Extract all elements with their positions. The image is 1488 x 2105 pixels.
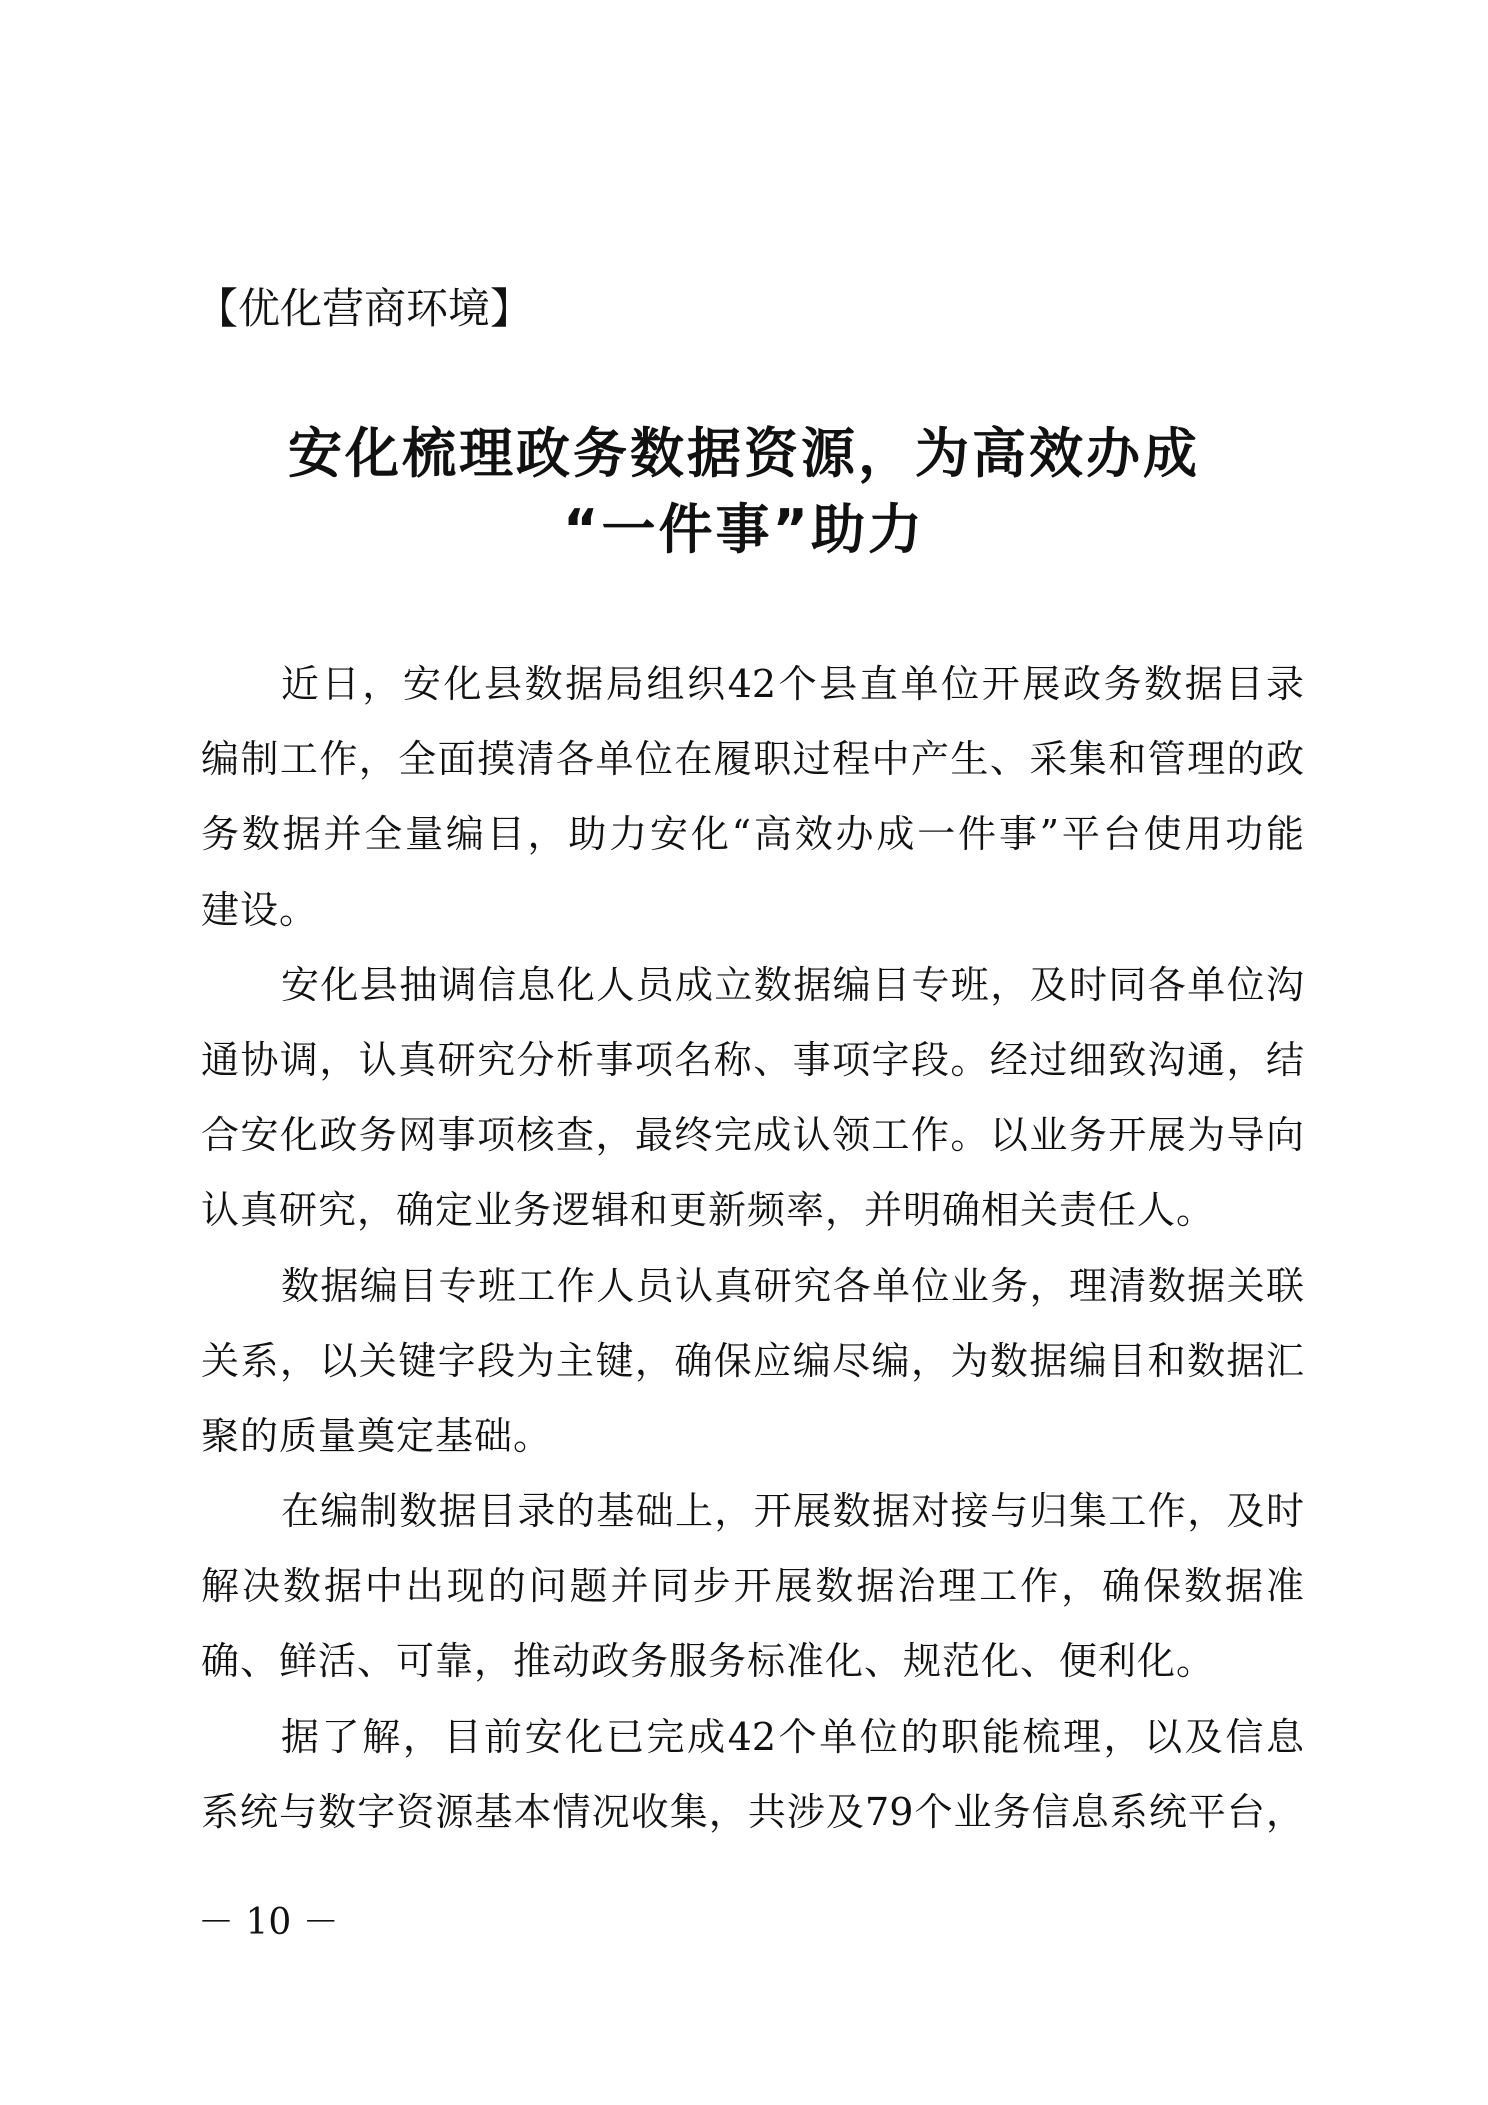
paragraph — [201, 948, 1304, 1249]
text-line: 合安化政务网事项核查，最终完成认领工作。以业务开展为导向 — [201, 1113, 1304, 1158]
page-number: － 10 － — [198, 1902, 339, 1943]
text-line: 确、鲜活、可靠，推动政务服务标准化、规范化、便利化。 — [201, 1639, 1216, 1684]
text-line: 数据编目专班工作人员认真研究各单位业务，理清数据关联 — [281, 1263, 1304, 1308]
text-line: 系统与数字资源基本情况收集，共涉及79个业务信息系统平台， — [201, 1789, 1304, 1834]
text-line: 近日，安化县数据局组织42个县直单位开展政务数据目录 — [281, 662, 1304, 706]
text-line: 关系，以关键字段为主键，确保应编尽编，为数据编目和数据汇 — [201, 1338, 1304, 1383]
text-line: 通协调，认真研究分析事项名称、事项字段。经过细致沟通，结 — [201, 1037, 1304, 1082]
article-title-line-2: “一件事”助力 — [563, 498, 925, 561]
section-tag: 【优化营商环境】 — [196, 284, 533, 333]
article-body — [201, 647, 1304, 1850]
text-line: 解决数据中出现的问题并同步开展数据治理工作，确保数据准 — [201, 1564, 1304, 1609]
text-line: 编制工作，全面摸清各单位在履职过程中产生、采集和管理的政 — [201, 737, 1304, 782]
paragraph — [201, 647, 1304, 948]
paragraph — [201, 1249, 1304, 1475]
paragraph — [201, 1474, 1304, 1700]
article-title-line-1: 安化梳理政务数据资源，为高效办成 — [288, 422, 1200, 485]
text-line: 据了解，目前安化已完成42个单位的职能梳理，以及信息 — [281, 1714, 1304, 1759]
text-line: 建设。 — [201, 887, 319, 932]
text-line: 在编制数据目录的基础上，开展数据对接与归集工作，及时 — [281, 1489, 1304, 1534]
paragraph — [201, 1700, 1304, 1850]
text-line: 务数据并全量编目，助力安化“高效办成一件事”平台使用功能 — [201, 812, 1304, 857]
text-line: 安化县抽调信息化人员成立数据编目专班，及时同各单位沟 — [281, 962, 1304, 1007]
text-line: 认真研究，确定业务逻辑和更新频率，并明确相关责任人。 — [201, 1188, 1216, 1233]
text-line: 聚的质量奠定基础。 — [201, 1413, 553, 1458]
